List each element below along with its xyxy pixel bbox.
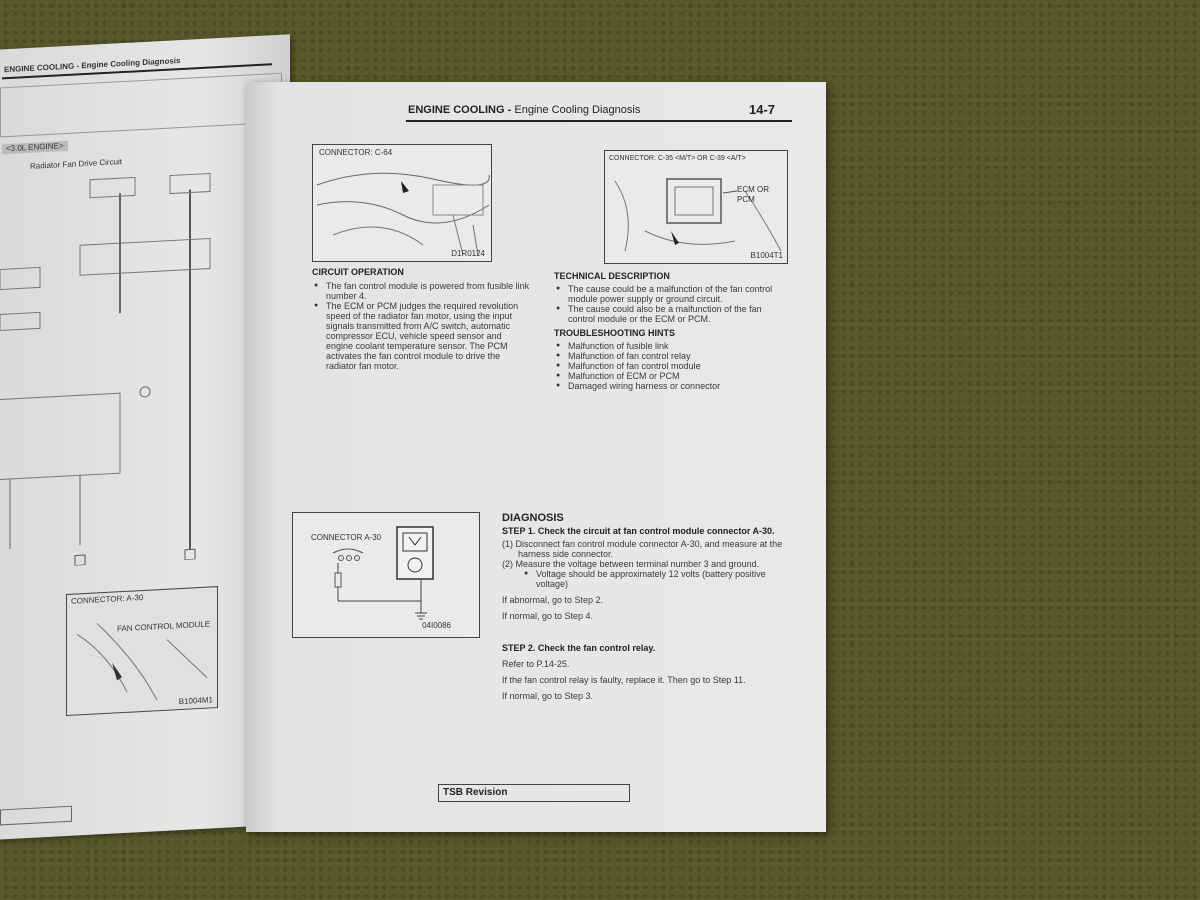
- fig3-code: 04I0086: [422, 621, 451, 630]
- diagnosis-section: [502, 512, 784, 701]
- figure-connector-a30: [292, 512, 480, 638]
- tsb-revision-label: TSB Revision: [443, 787, 508, 798]
- left-header: ENGINE COOLING - Engine Cooling Diagnosis: [4, 56, 181, 75]
- left-subheader: <3.0L ENGINE>: [2, 141, 68, 154]
- technical-description: [554, 271, 780, 391]
- troubleshooting-item: ● Malfunction of ECM or PCM: [568, 371, 780, 381]
- step1-title: STEP 1. Check the circuit at fan control module connector A-30.: [502, 526, 775, 536]
- right-page: [246, 82, 826, 832]
- left-connector-drawing: [67, 587, 217, 715]
- technical-description-item: ● The cause could be a malfunction of the fan control module power supply or ground circuit.: [568, 284, 780, 304]
- left-header-box: [0, 73, 282, 138]
- troubleshooting-list: [554, 341, 780, 391]
- page-number: 14-7: [749, 102, 776, 117]
- troubleshooting-item: ● Damaged wiring harness or connector: [568, 381, 780, 391]
- troubleshooting-item: ● Malfunction of fan control relay: [568, 351, 780, 361]
- left-footer-box: [0, 806, 72, 826]
- fig2-drawing: [605, 151, 787, 263]
- header-title: ENGINE COOLING: [408, 104, 505, 116]
- circuit-operation-title: CIRCUIT OPERATION: [312, 267, 404, 277]
- technical-description-title: TECHNICAL DESCRIPTION: [554, 271, 670, 281]
- figure-connector-c35: [604, 150, 788, 264]
- step2-normal: If normal, go to Step 3.: [502, 691, 594, 701]
- troubleshooting-item: ● Malfunction of fusible link: [568, 341, 780, 351]
- left-connector-title: CONNECTOR: A-30: [71, 592, 144, 606]
- step2-reference: Refer to P.14-25.: [502, 659, 570, 669]
- header-sep: -: [507, 104, 512, 116]
- fig2-code: B1004T1: [750, 251, 783, 260]
- left-connector-label: FAN CONTROL MODULE: [117, 619, 211, 634]
- technical-description-item: ● The cause could also be a malfunction of the fan control module or the ECM or PCM.: [568, 304, 780, 324]
- left-connector-code: B1004M1: [178, 695, 213, 707]
- fig3-title: CONNECTOR A-30: [311, 533, 382, 542]
- step2-faulty: If the fan control relay is faulty, replace it. Then go to Step 11.: [502, 675, 746, 685]
- left-diagram-title: Radiator Fan Drive Circuit: [30, 157, 123, 171]
- technical-description-list: [554, 284, 780, 324]
- circuit-operation: [312, 267, 530, 371]
- fig2-title: CONNECTOR: C-35 <M/T> OR C-39 <A/T>: [609, 155, 746, 162]
- normal-instruction: If normal, go to Step 4.: [502, 611, 594, 621]
- step2-title: STEP 2. Check the fan control relay.: [502, 643, 656, 653]
- header-subtitle: Engine Cooling Diagnosis: [514, 104, 641, 116]
- header-rule: [406, 120, 792, 122]
- figure-connector-c64: [312, 144, 492, 262]
- fig3-drawing: [293, 513, 479, 637]
- step1-substep-2: (2) Measure the voltage between terminal number 3 and ground.: [502, 559, 760, 569]
- fig1-drawing: [313, 145, 491, 261]
- wiring-diagram: [0, 155, 280, 570]
- step1-substep-1: (1) Disconnect fan control module connector A-30, and measure at the harness side connector.: [502, 539, 783, 559]
- troubleshooting-title: TROUBLESHOOTING HINTS: [554, 328, 675, 338]
- fig1-title: CONNECTOR: C-64: [319, 148, 393, 157]
- step1-bullets: [502, 569, 784, 589]
- circuit-operation-list: [312, 281, 530, 371]
- fig2-label: ECM OR PCM: [737, 185, 769, 204]
- circuit-operation-item: ● The fan control module is powered from fusible link number 4.: [326, 281, 530, 301]
- circuit-operation-item: ● The ECM or PCM judges the required revolution speed of the radiator fan motor, using the input signals transmitted from A/C switch, automatic compressor ECU, vehicle speed sensor and engine coolant temperature sensor. The PCM activates the fan control module to drive the radiator fan motor.: [326, 301, 530, 371]
- step1-bullet: ● Voltage should be approximately 12 volts (battery positive voltage): [536, 569, 784, 589]
- fig1-code: D1R0124: [451, 249, 485, 258]
- diagnosis-title: DIAGNOSIS: [502, 512, 564, 524]
- page-header: [408, 104, 640, 116]
- abnormal-instruction: If abnormal, go to Step 2.: [502, 595, 604, 605]
- troubleshooting-item: ● Malfunction of fan control module: [568, 361, 780, 371]
- tsb-revision-box: [438, 784, 630, 802]
- left-connector-figure: [66, 586, 218, 716]
